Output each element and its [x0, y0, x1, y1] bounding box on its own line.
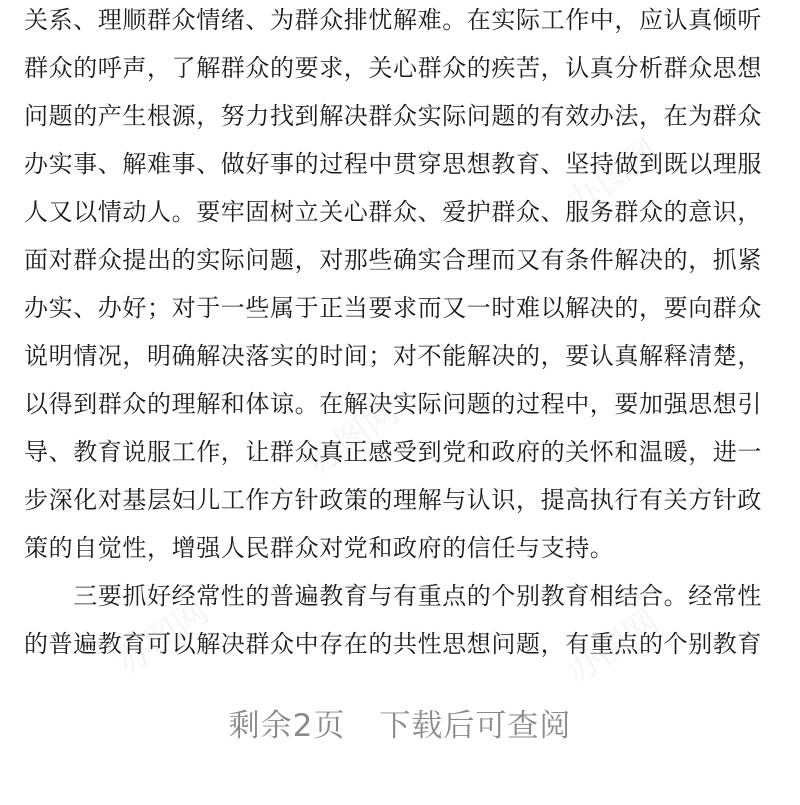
- text-line: 的普遍教育可以解决群众中存在的共性思想问题，有重点的个别教育: [24, 630, 762, 658]
- text-line: 说明情况，明确解决落实的时间；对不能解决的，要认真解释清楚，: [24, 342, 762, 370]
- text-line: 以得到群众的理解和体谅。在解决实际问题的过程中，要加强思想引: [24, 390, 762, 418]
- text-line: 办实事、解难事、做好事的过程中贯穿思想教育、坚持做到既以理服: [24, 150, 762, 178]
- text-line: 群众的呼声，了解群众的要求，关心群众的疾苦，认真分析群众思想: [24, 54, 762, 82]
- text-line: 面对群众提出的实际问题，对那些确实合理而又有条件解决的，抓紧: [24, 246, 762, 274]
- text-line: 步深化对基层妇儿工作方针政策的理解与认识，提高执行有关方针政: [24, 486, 762, 514]
- text-line: 办实、办好；对于一些属于正当要求而又一时难以解决的，要向群众: [24, 294, 762, 322]
- download-prompt-footer[interactable]: [0, 703, 800, 749]
- text-line: 三要抓好经常性的普遍教育与有重点的个别教育相结合。经常性: [24, 582, 762, 610]
- text-line: 关系、理顺群众情绪、为群众排忧解难。在实际工作中，应认真倾听: [24, 6, 762, 34]
- download-prompt-text: 下载后可查阅: [379, 708, 572, 744]
- text-line: 导、教育说服工作，让群众真正感受到党和政府的关怀和温暖，进一: [24, 438, 762, 466]
- text-line: 问题的产生根源，努力找到解决群众实际问题的有效办法，在为群众: [24, 102, 762, 130]
- text-line: 策的自觉性，增强人民群众对党和政府的信任与支持。: [24, 534, 615, 562]
- remaining-pages-text: 剩余2页: [228, 708, 346, 744]
- text-line: 人又以情动人。要牢固树立关心群众、爱护群众、服务群众的意识，: [24, 198, 762, 226]
